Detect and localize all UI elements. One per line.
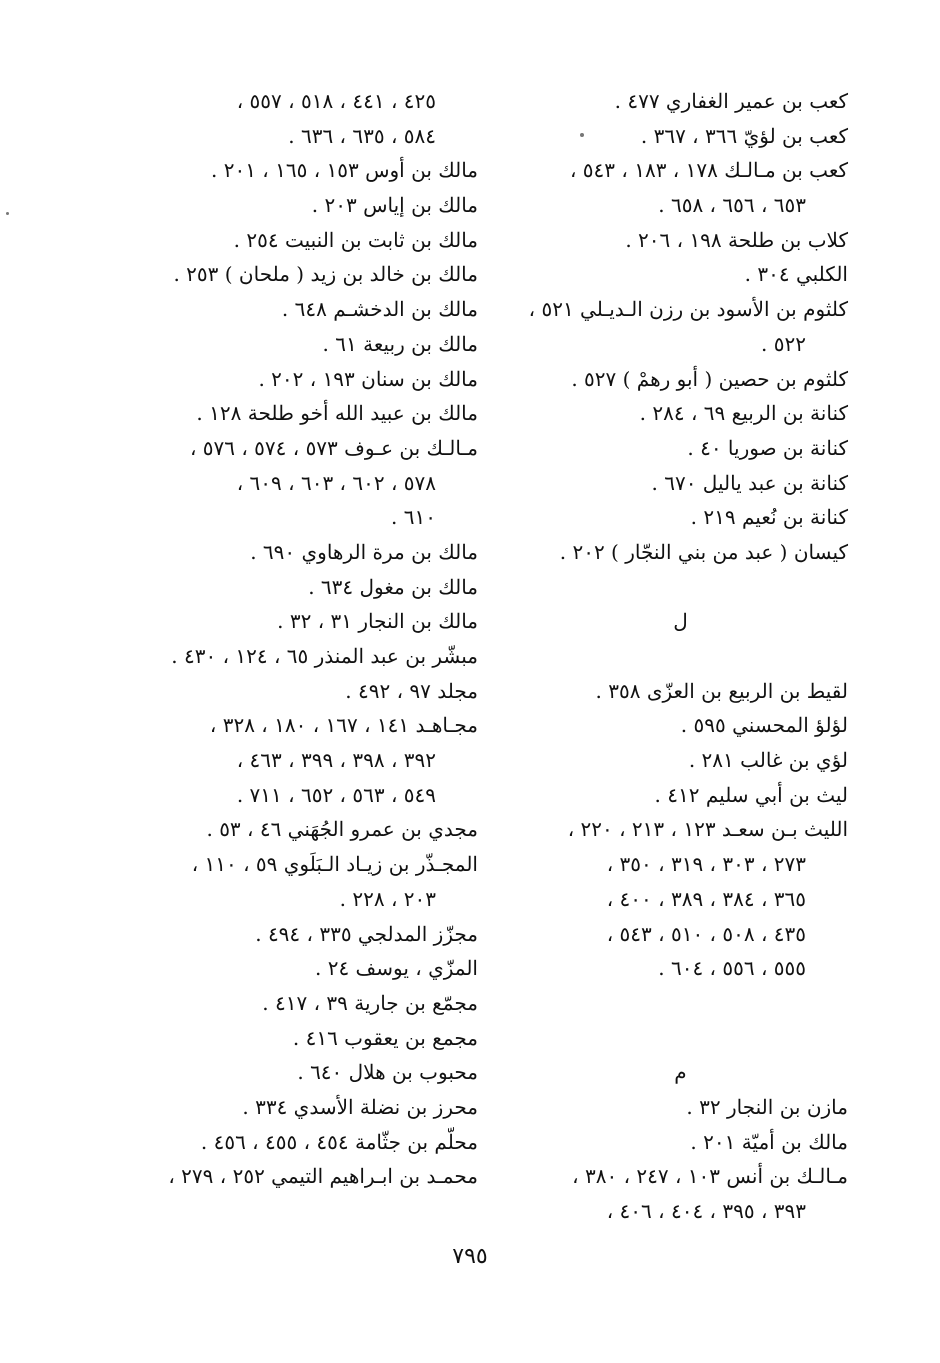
index-entry: كنانة بن صوريا ٤٠ . — [687, 435, 848, 460]
index-entry: كنانة بن الربيع ٦٩ ، ٢٨٤ . — [639, 401, 848, 426]
index-entry: محمـد بن ابـراهيم التيمي ٢٥٢ ، ٢٧٩ ، — [168, 1164, 478, 1189]
index-entry: كلاب بن طلحة ١٩٨ ، ٢٠٦ . — [625, 227, 848, 252]
index-entry: مالك بن ربيعة ٦١ . — [322, 331, 478, 356]
index-entry: الليث بـن سعـد ١٢٣ ، ٢١٣ ، ٢٢٠ ، — [567, 817, 848, 842]
index-entry-continuation: ٦٥٣ ، ٦٥٦ ، ٦٥٨ . — [658, 193, 806, 218]
spacer — [513, 986, 848, 1021]
index-entry: كلثوم بن الأسود بن رزن الـديـلي ٥٢١ ، — [528, 297, 848, 322]
index-entry: كعب بن عمير الغفاري ٤٧٧ . — [614, 89, 848, 113]
index-entry: مالك بن أوس ١٥٣ ، ١٦٥ ، ٢٠١ . — [210, 158, 478, 183]
page-number: ٧٩٥ — [452, 1244, 488, 1269]
index-entry-continuation: ٦١٠ . — [391, 505, 436, 530]
index-entry-continuation: ٥٥٥ ، ٥٥٦ ، ٦٠٤ . — [658, 956, 806, 981]
index-entry: كلثوم بن حصين ( أبو رهمْ ) ٥٢٧ . — [571, 366, 848, 391]
index-column-left — [133, 84, 478, 1194]
index-entry: مـالـك بن أنس ١٠٣ ، ٢٤٧ ، ٣٨٠ ، — [572, 1164, 848, 1189]
index-entry: محرز بن نضلة الأسدي ٣٣٤ . — [242, 1094, 478, 1119]
index-entry: مالك بن النجار ٣١ ، ٣٢ . — [277, 609, 478, 634]
index-entry: مالك بن عبيد الله أخو طلحة ١٢٨ . — [196, 401, 478, 426]
index-entry-continuation: ٥٨٤ ، ٦٣٥ ، ٦٣٦ . — [288, 123, 436, 148]
index-entry: محبوب بن هلال ٦٤٠ . — [297, 1060, 478, 1085]
index-entry-continuation: ٢٠٣ ، ٢٢٨ . — [339, 886, 436, 911]
index-entry: مالك بن سنان ١٩٣ ، ٢٠٢ . — [258, 366, 478, 391]
spacer — [513, 570, 848, 605]
index-entry: مالك بن مغول ٦٣٤ . — [308, 574, 478, 599]
index-entry-continuation: ٤٢٥ ، ٤٤١ ، ٥١٨ ، ٥٥٧ ، — [236, 89, 436, 113]
scan-speck — [6, 212, 9, 215]
index-entry: مجمع بن يعقوب ٤١٦ . — [292, 1025, 478, 1050]
index-entry: كعب بن لؤيّ ٣٦٦ ، ٣٦٧ . — [640, 123, 848, 148]
index-entry: مجزّز المدلجي ٣٣٥ ، ٤٩٤ . — [255, 921, 478, 946]
index-entry: كنانة بن نُعيم ٢١٩ . — [690, 505, 848, 530]
index-entry: مالك بن ثابت بن النبيت ٢٥٤ . — [233, 227, 478, 252]
index-entry: مجلد ٩٧ ، ٤٩٢ . — [345, 678, 478, 703]
index-entry: مالك بن أميّة ٢٠١ . — [690, 1129, 848, 1154]
index-entry: ليث بن أبي سليم ٤١٢ . — [654, 782, 848, 807]
index-entry: مالك بن خالد بن زيد ( ملحان ) ٢٥٣ . — [173, 262, 478, 287]
index-entry-continuation: ٥٧٨ ، ٦٠٢ ، ٦٠٣ ، ٦٠٩ ، — [236, 470, 436, 495]
index-entry: مجـاهـد ١٤١ ، ١٦٧ ، ١٨٠ ، ٣٢٨ ، — [209, 713, 478, 738]
index-entry: مالك بن مرة الرهاوي ٦٩٠ . — [250, 539, 478, 564]
index-entry: مجدي بن عمرو الجُهَني ٤٦ ، ٥٣ . — [206, 817, 478, 842]
index-entry-continuation: ٢٧٣ ، ٣٠٣ ، ٣١٩ ، ٣٥٠ ، — [606, 852, 806, 877]
index-entry-continuation: ٤٣٥ ، ٥٠٨ ، ٥١٠ ، ٥٤٣ ، — [606, 921, 806, 946]
scan-speck — [580, 133, 584, 137]
index-entry-continuation: ٥٢٢ . — [761, 331, 806, 356]
index-entry: مالك بن إياس ٢٠٣ . — [311, 193, 478, 218]
index-entry: مازن بن النجار ٣٢ . — [686, 1094, 848, 1119]
section-letter: م — [674, 1060, 687, 1085]
section-letter: ل — [673, 609, 688, 634]
index-entry: الكلبي ٣٠٤ . — [744, 262, 848, 287]
index-entry-continuation: ٣٦٥ ، ٣٨٤ ، ٣٨٩ ، ٤٠٠ ، — [606, 886, 806, 911]
index-entry: المزّي ، يوسف ٢٤ . — [315, 956, 478, 981]
index-entry: لؤلؤ المحسني ٥٩٥ . — [680, 713, 848, 738]
index-entry: مبشّر بن عبد المنذر ٦٥ ، ١٢٤ ، ٤٣٠ . — [171, 644, 478, 668]
index-entry-continuation: ٣٩٢ ، ٣٩٨ ، ٣٩٩ ، ٤٦٣ ، — [236, 748, 436, 773]
index-entry: مالك بن الدخشـم ٦٤٨ . — [281, 297, 478, 322]
index-entry-continuation: ٥٤٩ ، ٥٦٣ ، ٦٥٢ ، ٧١١ . — [236, 782, 436, 807]
index-entry: مـالـك بن عـوف ٥٧٣ ، ٥٧٤ ، ٥٧٦ ، — [189, 435, 478, 460]
index-entry-continuation: ٣٩٣ ، ٣٩٥ ، ٤٠٤ ، ٤٠٦ ، — [606, 1199, 806, 1223]
spacer — [513, 639, 848, 674]
index-entry: كيسان ( عبد من بني النجّار ) ٢٠٢ . — [559, 539, 848, 564]
index-entry: محلّم بن جثّامة ٤٥٤ ، ٤٥٥ ، ٤٥٦ . — [200, 1129, 478, 1154]
index-entry: كعب بن مـالـك ١٧٨ ، ١٨٣ ، ٥٤٣ ، — [569, 158, 848, 183]
index-entry: لقيط بن الربيع بن العزّى ٣٥٨ . — [595, 678, 848, 703]
index-entry: مجمّع بن جارية ٣٩ ، ٤١٧ . — [262, 990, 478, 1015]
spacer — [513, 1021, 848, 1056]
index-entry: لؤي بن غالب ٢٨١ . — [688, 748, 848, 773]
index-entry: المجـذّر بن زيـاد الـبَلَوي ٥٩ ، ١١٠ ، — [191, 852, 478, 877]
index-entry: كنانة بن عبد ياليل ٦٧٠ . — [651, 470, 848, 495]
index-column-right — [513, 84, 848, 1229]
